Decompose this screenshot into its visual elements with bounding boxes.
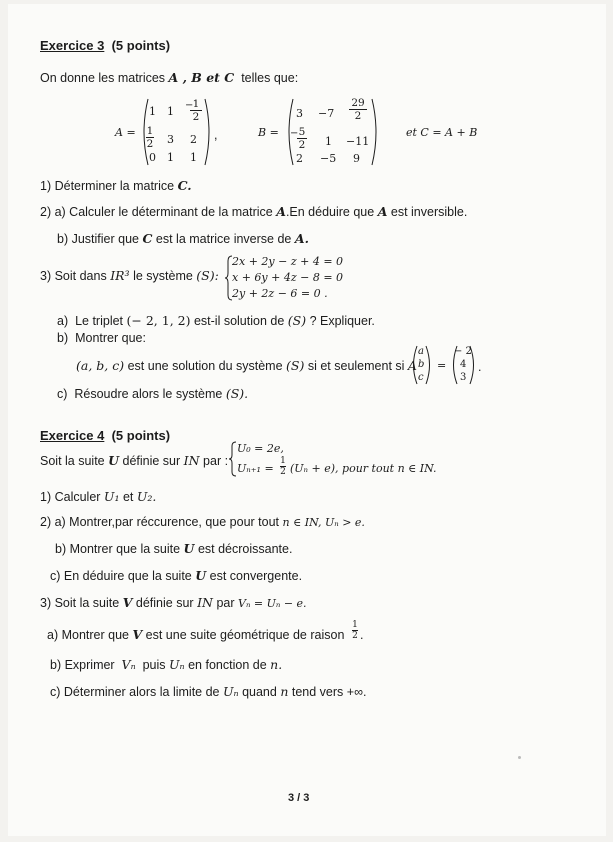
- exercise-3-title: Exercice 3 (5 points): [40, 38, 171, 53]
- matrix-b-fraction: 29 2: [348, 97, 368, 122]
- vector-abc-entry: b: [418, 359, 425, 370]
- matrix-a-cell: 1: [149, 105, 156, 118]
- ex4-question-3c: c) Déterminer alors la limite de Uₙ quand n tend vers +∞.: [50, 684, 367, 699]
- matrix-a-label: A =: [115, 126, 136, 139]
- matrix-b-cell: 2: [296, 152, 303, 165]
- system-equation-1: 2x + 2y − z + 4 = 0: [232, 255, 344, 268]
- ex4-question-1: 1) Calculer U₁ et U₂.: [40, 489, 157, 504]
- matrix-a-cell: 1: [190, 151, 197, 164]
- page-number: 3 / 3: [288, 792, 310, 804]
- vector-rhs-right-paren: [469, 345, 477, 385]
- vector-abc-right-paren: [425, 345, 433, 385]
- matrix-a-right-paren: [203, 98, 213, 166]
- matrix-b-cell: 1: [325, 135, 332, 148]
- matrix-b-right-paren: [370, 98, 380, 166]
- matrix-b-cell: −11: [346, 135, 370, 148]
- ex4-question-2c: c) En déduire que la suite U est convergente.: [50, 568, 303, 583]
- matrix-a-cell: 1: [167, 151, 174, 164]
- comma: ,: [214, 128, 218, 142]
- matrix-b-cell: 3: [296, 107, 303, 120]
- ex3-question-3: 3) Soit dans IR³ le système (S):: [40, 268, 219, 283]
- ex4-question-3a: a) Montrer que V est une suite géométrique de raison: [47, 627, 345, 642]
- matrix-a-cell: 2: [190, 133, 197, 146]
- ex4-question-3: 3) Soit la suite V définie sur IN par Vₙ = Uₙ − e.: [40, 595, 307, 610]
- ex3-question-3b: b) Montrer que:: [57, 331, 146, 345]
- ex3-question-2b: b) Justifier que C est la matrice inverse de A.: [57, 231, 309, 246]
- vector-rhs-entry: − 2: [454, 346, 472, 357]
- matrix-a-cell: 1: [167, 105, 174, 118]
- matrix-a-cell: 0: [149, 151, 156, 164]
- sequence-initial-term: U₀ = 2e,: [237, 442, 284, 455]
- vector-abc-left-paren: [410, 345, 418, 385]
- sequence-recurrence-lhs: Uₙ₊₁ =: [237, 462, 274, 475]
- exercise-3-intro: On donne les matrices A , B et C telles que:: [40, 70, 299, 85]
- vector-equals: =: [437, 359, 447, 372]
- matrix-b-label: B =: [258, 126, 279, 139]
- matrix-b-cell: −7: [318, 107, 335, 120]
- ex3-question-3a: a) Le triplet (− 2, 1, 2) est-il solution de (S) ? Expliquer.: [57, 313, 375, 328]
- vector-abc-entry: c: [418, 372, 424, 383]
- matrix-b-cell: −5: [320, 152, 337, 165]
- matrix-a-fraction: 1 2: [146, 125, 154, 150]
- matrix-b-fraction: 5 2: [298, 126, 306, 151]
- sequence-recurrence-rhs: (Uₙ + e), pour tout n ∈ IN.: [290, 462, 437, 475]
- ex3-question-3c: c) Résoudre alors le système (S).: [57, 386, 249, 401]
- ex3-question-1: 1) Déterminer la matrice C.: [40, 178, 192, 193]
- vector-rhs-entry: 4: [460, 359, 467, 370]
- ex4-question-2b: b) Montrer que la suite U est décroissante.: [55, 541, 293, 556]
- exercise-4-title: Exercice 4 (5 points): [40, 428, 171, 443]
- period: .: [478, 360, 482, 374]
- period: .: [360, 628, 364, 642]
- matrix-b-cell: 9: [353, 152, 360, 165]
- scan-speck: [518, 756, 521, 759]
- definition-brace: [229, 441, 237, 477]
- ex3-question-2a: 2) a) Calculer le déterminant de la matrice A.En déduire que A est inversible.: [40, 204, 468, 219]
- system-equation-3: 2y + 2z − 6 = 0 .: [232, 287, 328, 300]
- ex3-question-3b-statement: (a, b, c) est une solution du système (S) si et seulement si A: [76, 358, 417, 373]
- matrix-c-definition: et C = A + B: [406, 126, 478, 139]
- ex4-question-3b: b) Exprimer Vₙ puis Uₙ en fonction de n.: [50, 657, 283, 672]
- matrix-a-cell: 3: [167, 133, 174, 146]
- recurrence-fraction: 1 2: [280, 456, 286, 477]
- matrix-a-cell: −: [185, 100, 194, 111]
- exercise-4-intro: Soit la suite U définie sur IN par :: [40, 453, 229, 468]
- ex4-question-2a: 2) a) Montrer,par réccurence, que pour tout n ∈ IN, Uₙ > e.: [40, 515, 365, 529]
- system-equation-2: x + 6y + 4z − 8 = 0: [232, 271, 344, 284]
- matrix-a-fraction: 1 2: [189, 98, 203, 123]
- ratio-fraction: 1 2: [352, 620, 358, 641]
- matrix-b-cell: −: [290, 128, 299, 139]
- vector-rhs-entry: 3: [460, 372, 467, 383]
- vector-abc-entry: a: [418, 346, 424, 357]
